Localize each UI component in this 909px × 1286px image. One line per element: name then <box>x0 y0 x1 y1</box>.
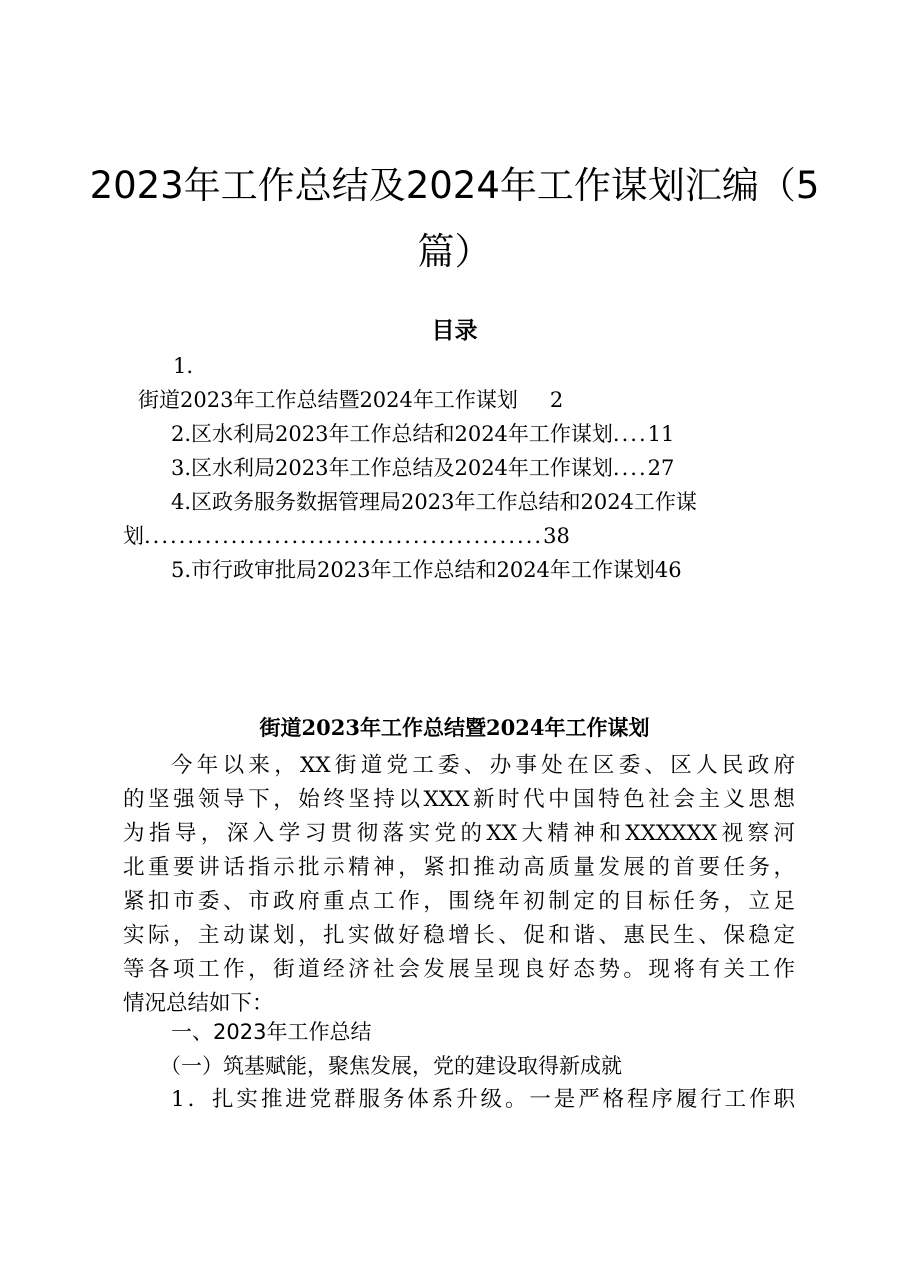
toc-entry-5[interactable] <box>171 553 682 587</box>
paragraph-line: 紧扣市委、市政府重点工作，围绕年初制定的目标任务，立足 <box>123 889 795 914</box>
toc-entry-text: 3.区水利局2023年工作总结及2024年工作谋划 <box>171 456 613 480</box>
toc-leader: .............................................. <box>144 524 544 548</box>
toc-entry-4[interactable] <box>171 485 697 519</box>
toc-entry-page: 11 <box>647 422 675 446</box>
toc-entry-2[interactable] <box>171 417 674 451</box>
toc-entry-text: 2.区水利局2023年工作总结和2024年工作谋划 <box>171 422 613 446</box>
paragraph-line: 等各项工作，街道经济社会发展呈现良好态势。现将有关工作 <box>123 957 795 982</box>
paragraph-line: 的坚强领导下，始终坚持以XXX新时代中国特色社会主义思想 <box>123 787 795 812</box>
heading-level-2: （一）筑基赋能，聚焦发展，党的建设取得新成就 <box>160 1054 622 1078</box>
toc-entry-page: 27 <box>647 456 675 480</box>
toc-entry-1[interactable] <box>138 383 563 417</box>
paragraph-line: 今年以来，XX街道党工委、办事处在区委、区人民政府 <box>171 753 795 778</box>
paragraph-line: 北重要讲话指示批示精神，紧扣推动高质量发展的首要任务， <box>123 855 795 880</box>
toc-heading: 目录 <box>431 317 478 344</box>
toc-leader: .... <box>612 422 648 446</box>
paragraph-line: 实际，主动谋划，扎实做好稳增长、促和谐、惠民生、保稳定 <box>123 923 795 948</box>
toc-entry-text: 划 <box>123 524 144 548</box>
toc-entry-1-number[interactable]: 1. <box>173 354 194 378</box>
toc-entry-page: 38 <box>543 524 570 548</box>
paragraph-line: 为指导，深入学习贯彻落实党的XX大精神和XXXXXX视察河 <box>123 821 795 846</box>
document-title-line-2: 篇） <box>417 230 492 273</box>
document-title <box>60 153 849 285</box>
paragraph-line: 情况总结如下： <box>123 991 274 1016</box>
toc-entry-text: 5.市行政审批局2023年工作总结和2024年工作谋划 <box>171 558 655 582</box>
toc-entry-3[interactable] <box>171 451 674 485</box>
section-title: 街道2023年工作总结暨2024年工作谋划 <box>259 715 650 740</box>
heading-level-1: 一、2023年工作总结 <box>171 1020 372 1044</box>
toc-entry-text: 4.区政务服务数据管理局2023年工作总结和2024工作谋 <box>171 490 697 514</box>
toc-leader: .... <box>612 456 648 480</box>
toc-entry-4-continued[interactable] <box>123 519 570 553</box>
document-title-line-1: 2023年工作总结及2024年工作谋划汇编（5 <box>89 164 820 207</box>
toc-entry-page: 2 <box>549 388 564 412</box>
numbered-item-line: 1．扎实推进党群服务体系升级。一是严格程序履行工作职 <box>171 1087 795 1112</box>
toc-entry-text: 街道2023年工作总结暨2024年工作谋划 <box>138 388 518 412</box>
toc-entry-page: 46 <box>654 558 682 582</box>
